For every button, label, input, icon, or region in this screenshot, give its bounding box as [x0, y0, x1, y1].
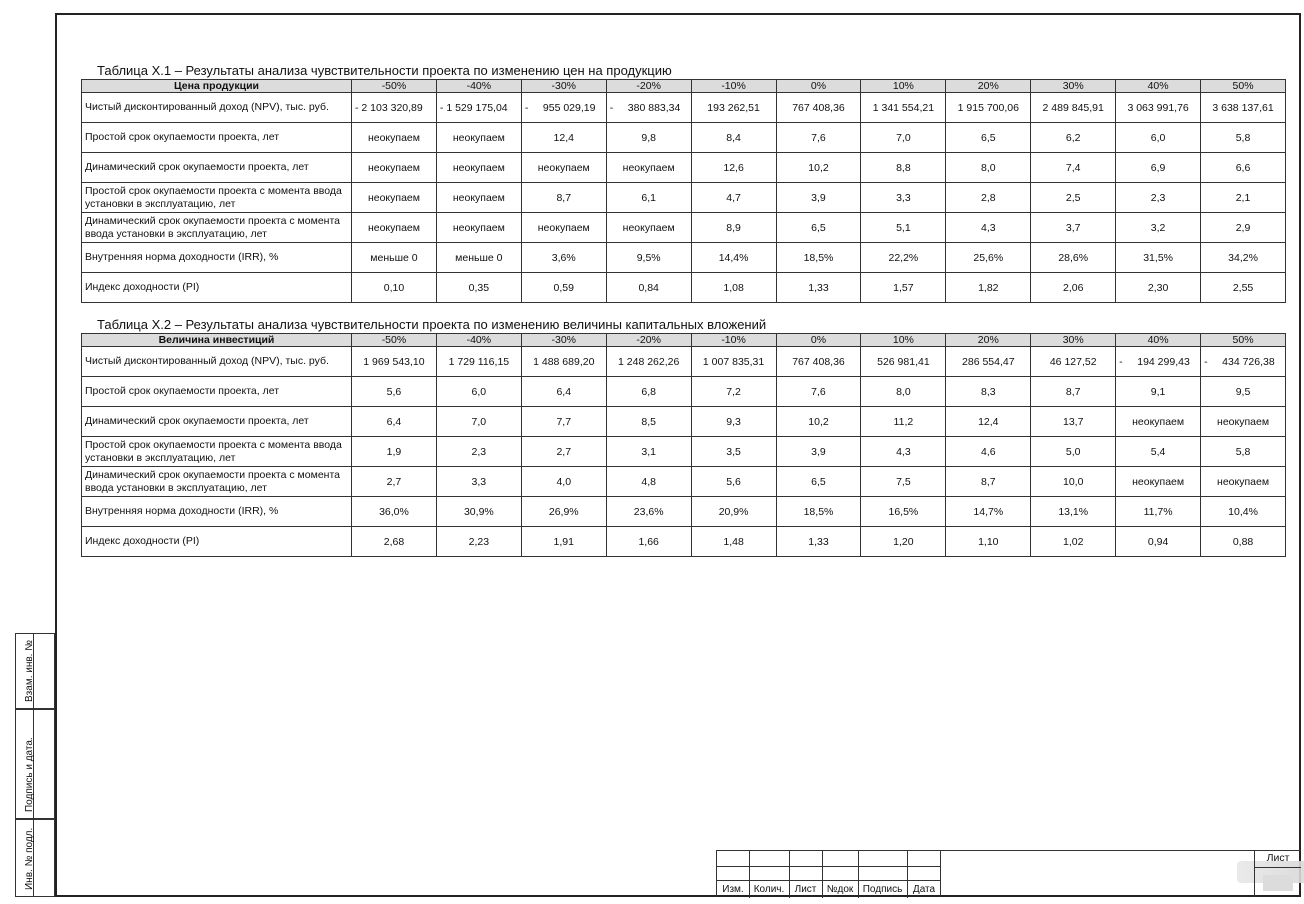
table-row — [82, 273, 1286, 303]
value-cell: - 2 103 320,89 — [352, 93, 437, 123]
value-cell: 2,3 — [436, 437, 521, 467]
value-cell: 7,0 — [436, 407, 521, 437]
title-block-revision-grid — [716, 850, 940, 897]
value-cell: 1 969 543,10 — [352, 347, 437, 377]
value-cell: 8,8 — [861, 153, 946, 183]
value-cell: 6,8 — [606, 377, 691, 407]
table-row — [82, 467, 1286, 497]
column-header-cell: -10% — [691, 80, 776, 93]
value-cell: 13,7 — [1031, 407, 1116, 437]
value-cell: 16,5% — [861, 497, 946, 527]
table-row — [82, 347, 1286, 377]
value-cell: 46 127,52 — [1031, 347, 1116, 377]
value-cell: неокупаем — [352, 153, 437, 183]
value-cell: 4,6 — [946, 437, 1031, 467]
value-cell: 6,6 — [1201, 153, 1286, 183]
table-row — [82, 123, 1286, 153]
value-cell: неокупаем — [1201, 407, 1286, 437]
table-header-row — [82, 80, 1286, 93]
value-cell: 1 007 835,31 — [691, 347, 776, 377]
column-header-cell: 40% — [1116, 80, 1201, 93]
table2-caption: Таблица X.2 – Результаты анализа чувствительности проекта по изменению величины капитальных вложений — [97, 317, 767, 332]
value-cell: 9,1 — [1116, 377, 1201, 407]
value-cell: 5,4 — [1116, 437, 1201, 467]
value-cell: 1,82 — [946, 273, 1031, 303]
column-header-cell: 10% — [861, 80, 946, 93]
value-cell: 8,3 — [946, 377, 1031, 407]
value-cell: 2,3 — [1116, 183, 1201, 213]
column-header-cell: -40% — [436, 80, 521, 93]
value-cell: - 194 299,43 — [1116, 347, 1201, 377]
value-cell: 8,7 — [1031, 377, 1116, 407]
value-cell: 2,7 — [352, 467, 437, 497]
value-cell: 0,94 — [1116, 527, 1201, 557]
value-cell: неокупаем — [436, 153, 521, 183]
row-label-cell: Динамический срок окупаемости проекта, лет — [82, 407, 352, 437]
value-cell: 0,59 — [521, 273, 606, 303]
value-cell: неокупаем — [606, 153, 691, 183]
value-cell: 12,4 — [946, 407, 1031, 437]
column-header-cell: 40% — [1116, 334, 1201, 347]
value-cell: 6,5 — [776, 213, 861, 243]
value-cell: 2,30 — [1116, 273, 1201, 303]
value-cell: 18,5% — [776, 497, 861, 527]
value-cell: неокупаем — [1201, 467, 1286, 497]
column-header-cell: -50% — [352, 80, 437, 93]
value-cell: 8,7 — [521, 183, 606, 213]
value-cell: неокупаем — [436, 213, 521, 243]
column-header-cell: -20% — [606, 334, 691, 347]
title-block-label-data: Дата — [912, 884, 936, 895]
value-cell: 6,0 — [1116, 123, 1201, 153]
value-cell: 13,1% — [1031, 497, 1116, 527]
value-cell: 5,6 — [691, 467, 776, 497]
value-cell: - 955 029,19 — [521, 93, 606, 123]
column-header-cell: 50% — [1201, 334, 1286, 347]
table-row — [82, 527, 1286, 557]
value-cell: - 380 883,34 — [606, 93, 691, 123]
value-cell: 6,5 — [946, 123, 1031, 153]
value-cell: 6,0 — [436, 377, 521, 407]
column-header-cell: -50% — [352, 334, 437, 347]
table-row — [82, 153, 1286, 183]
table-row — [82, 377, 1286, 407]
column-header-cell: 20% — [946, 334, 1031, 347]
value-cell: 5,0 — [1031, 437, 1116, 467]
value-cell: 1,33 — [776, 273, 861, 303]
value-cell: 0,35 — [436, 273, 521, 303]
value-cell: 8,0 — [946, 153, 1031, 183]
side-stamp-inv — [15, 819, 55, 897]
value-cell: 1,91 — [521, 527, 606, 557]
param-header-cell: Величина инвестиций — [82, 334, 352, 347]
value-cell: 12,4 — [521, 123, 606, 153]
value-cell: 4,7 — [691, 183, 776, 213]
value-cell: 8,4 — [691, 123, 776, 153]
value-cell: 2,68 — [352, 527, 437, 557]
column-header-cell: 0% — [776, 334, 861, 347]
value-cell: 1 488 689,20 — [521, 347, 606, 377]
column-header-cell: 20% — [946, 80, 1031, 93]
side-stamp-vzam-label: Взам. инв. № — [24, 640, 35, 702]
value-cell: 25,6% — [946, 243, 1031, 273]
table-header-row — [82, 334, 1286, 347]
value-cell: 3 063 991,76 — [1116, 93, 1201, 123]
column-header-cell: -20% — [606, 80, 691, 93]
row-label-cell: Простой срок окупаемости проекта с момента ввода установки в эксплуатацию, лет — [82, 183, 352, 213]
row-label-cell: Чистый дисконтированный доход (NPV), тыс. руб. — [82, 93, 352, 123]
value-cell: 3,3 — [436, 467, 521, 497]
value-cell: 3,9 — [776, 437, 861, 467]
value-cell: 5,8 — [1201, 123, 1286, 153]
value-cell: 1,48 — [691, 527, 776, 557]
value-cell: 30,9% — [436, 497, 521, 527]
value-cell: неокупаем — [1116, 407, 1201, 437]
side-stamp-podpis-label: Подпись и дата. — [24, 737, 35, 812]
value-cell: 5,6 — [352, 377, 437, 407]
value-cell: 9,5% — [606, 243, 691, 273]
table1-sensitivity-price — [81, 79, 1286, 303]
value-cell: 3,3 — [861, 183, 946, 213]
value-cell: 2,55 — [1201, 273, 1286, 303]
value-cell: 2,1 — [1201, 183, 1286, 213]
title-block-label-ndok: №док — [826, 884, 854, 895]
value-cell: 23,6% — [606, 497, 691, 527]
value-cell: 8,5 — [606, 407, 691, 437]
redacted-sheet-number — [1263, 875, 1293, 891]
value-cell: 36,0% — [352, 497, 437, 527]
value-cell: 8,0 — [861, 377, 946, 407]
value-cell: 1,20 — [861, 527, 946, 557]
value-cell: 7,6 — [776, 123, 861, 153]
value-cell: неокупаем — [352, 183, 437, 213]
value-cell: 8,7 — [946, 467, 1031, 497]
param-header-cell: Цена продукции — [82, 80, 352, 93]
row-label-cell: Динамический срок окупаемости проекта, лет — [82, 153, 352, 183]
row-label-cell: Индекс доходности (PI) — [82, 527, 352, 557]
value-cell: 1,02 — [1031, 527, 1116, 557]
value-cell: неокупаем — [352, 213, 437, 243]
value-cell: 0,88 — [1201, 527, 1286, 557]
row-label-cell: Динамический срок окупаемости проекта с момента ввода установки в эксплуатацию, лет — [82, 467, 352, 497]
value-cell: 6,5 — [776, 467, 861, 497]
value-cell: 2,8 — [946, 183, 1031, 213]
value-cell: 4,3 — [946, 213, 1031, 243]
row-label-cell: Чистый дисконтированный доход (NPV), тыс. руб. — [82, 347, 352, 377]
value-cell: 3,1 — [606, 437, 691, 467]
value-cell: 5,1 — [861, 213, 946, 243]
table-row — [82, 407, 1286, 437]
row-label-cell: Простой срок окупаемости проекта с момента ввода установки в эксплуатацию, лет — [82, 437, 352, 467]
value-cell: 3,5 — [691, 437, 776, 467]
value-cell: 1,66 — [606, 527, 691, 557]
value-cell: 2,5 — [1031, 183, 1116, 213]
value-cell: 7,7 — [521, 407, 606, 437]
value-cell: 3,7 — [1031, 213, 1116, 243]
value-cell: 1,08 — [691, 273, 776, 303]
value-cell: 1,10 — [946, 527, 1031, 557]
column-header-cell: -40% — [436, 334, 521, 347]
value-cell: 3,2 — [1116, 213, 1201, 243]
column-header-cell: 10% — [861, 334, 946, 347]
value-cell: 1 729 116,15 — [436, 347, 521, 377]
value-cell: 7,2 — [691, 377, 776, 407]
title-block-sheet-label: Лист — [1266, 852, 1290, 864]
value-cell: 34,2% — [1201, 243, 1286, 273]
value-cell: 11,2 — [861, 407, 946, 437]
value-cell: 9,8 — [606, 123, 691, 153]
value-cell: 1 341 554,21 — [861, 93, 946, 123]
value-cell: 10,2 — [776, 153, 861, 183]
value-cell: 6,1 — [606, 183, 691, 213]
value-cell: 9,3 — [691, 407, 776, 437]
value-cell: 10,4% — [1201, 497, 1286, 527]
value-cell: 7,0 — [861, 123, 946, 153]
value-cell: 1,9 — [352, 437, 437, 467]
value-cell: 6,4 — [521, 377, 606, 407]
value-cell: 14,4% — [691, 243, 776, 273]
column-header-cell: -10% — [691, 334, 776, 347]
row-label-cell: Простой срок окупаемости проекта, лет — [82, 123, 352, 153]
value-cell: 2,9 — [1201, 213, 1286, 243]
title-block — [716, 850, 1301, 897]
value-cell: 10,0 — [1031, 467, 1116, 497]
column-header-cell: -30% — [521, 334, 606, 347]
value-cell: 1 248 262,26 — [606, 347, 691, 377]
value-cell: 9,5 — [1201, 377, 1286, 407]
value-cell: 7,4 — [1031, 153, 1116, 183]
row-label-cell: Внутренняя норма доходности (IRR), % — [82, 497, 352, 527]
value-cell: 4,3 — [861, 437, 946, 467]
value-cell: 18,5% — [776, 243, 861, 273]
value-cell: 11,7% — [1116, 497, 1201, 527]
value-cell: 4,8 — [606, 467, 691, 497]
column-header-cell: -30% — [521, 80, 606, 93]
value-cell: 2,7 — [521, 437, 606, 467]
value-cell: 0,10 — [352, 273, 437, 303]
value-cell: неокупаем — [436, 183, 521, 213]
value-cell: 6,9 — [1116, 153, 1201, 183]
column-header-cell: 0% — [776, 80, 861, 93]
value-cell: 26,9% — [521, 497, 606, 527]
table2-sensitivity-capex — [81, 333, 1286, 557]
table-row — [82, 497, 1286, 527]
side-stamp-vzam — [15, 633, 55, 709]
table-row — [82, 243, 1286, 273]
value-cell: 3,6% — [521, 243, 606, 273]
row-label-cell: Внутренняя норма доходности (IRR), % — [82, 243, 352, 273]
value-cell: 767 408,36 — [776, 93, 861, 123]
value-cell: 526 981,41 — [861, 347, 946, 377]
side-stamp-podpis — [15, 709, 55, 819]
value-cell: 3 638 137,61 — [1201, 93, 1286, 123]
table-row — [82, 183, 1286, 213]
column-header-cell: 50% — [1201, 80, 1286, 93]
value-cell: 4,0 — [521, 467, 606, 497]
column-header-cell: 30% — [1031, 80, 1116, 93]
title-block-label-izm: Изм. — [722, 884, 744, 895]
title-block-document-name — [940, 850, 1254, 897]
title-block-sheet — [1254, 850, 1301, 897]
value-cell: 12,6 — [691, 153, 776, 183]
value-cell: 28,6% — [1031, 243, 1116, 273]
value-cell: неокупаем — [436, 123, 521, 153]
value-cell: меньше 0 — [352, 243, 437, 273]
value-cell: 22,2% — [861, 243, 946, 273]
row-label-cell: Динамический срок окупаемости проекта с момента ввода установки в эксплуатацию, лет — [82, 213, 352, 243]
value-cell: 10,2 — [776, 407, 861, 437]
value-cell: 286 554,47 — [946, 347, 1031, 377]
value-cell: меньше 0 — [436, 243, 521, 273]
value-cell: 8,9 — [691, 213, 776, 243]
value-cell: 0,84 — [606, 273, 691, 303]
value-cell: 2,06 — [1031, 273, 1116, 303]
value-cell: неокупаем — [1116, 467, 1201, 497]
table1-caption: Таблица X.1 – Результаты анализа чувствительности проекта по изменению цен на продукцию — [97, 63, 672, 78]
row-label-cell: Простой срок окупаемости проекта, лет — [82, 377, 352, 407]
value-cell: 6,4 — [352, 407, 437, 437]
value-cell: 3,9 — [776, 183, 861, 213]
value-cell: 2 489 845,91 — [1031, 93, 1116, 123]
table-row — [82, 93, 1286, 123]
value-cell: 7,5 — [861, 467, 946, 497]
value-cell: неокупаем — [521, 213, 606, 243]
title-block-label-podpis: Подпись — [862, 884, 903, 895]
value-cell: 1 915 700,06 — [946, 93, 1031, 123]
value-cell: неокупаем — [521, 153, 606, 183]
value-cell: 2,23 — [436, 527, 521, 557]
value-cell: неокупаем — [606, 213, 691, 243]
table-row — [82, 437, 1286, 467]
value-cell: - 1 529 175,04 — [436, 93, 521, 123]
side-stamp-inv-label: Инв. № подл. — [24, 827, 35, 890]
value-cell: 31,5% — [1116, 243, 1201, 273]
row-label-cell: Индекс доходности (PI) — [82, 273, 352, 303]
value-cell: 767 408,36 — [776, 347, 861, 377]
value-cell: 7,6 — [776, 377, 861, 407]
title-block-label-kolich: Колич. — [753, 884, 785, 895]
title-block-label-list: Лист — [794, 884, 817, 895]
value-cell: 6,2 — [1031, 123, 1116, 153]
value-cell: 1,57 — [861, 273, 946, 303]
value-cell: 5,8 — [1201, 437, 1286, 467]
value-cell: 14,7% — [946, 497, 1031, 527]
value-cell: 20,9% — [691, 497, 776, 527]
value-cell: неокупаем — [352, 123, 437, 153]
value-cell: 193 262,51 — [691, 93, 776, 123]
value-cell: - 434 726,38 — [1201, 347, 1286, 377]
value-cell: 1,33 — [776, 527, 861, 557]
column-header-cell: 30% — [1031, 334, 1116, 347]
table-row — [82, 213, 1286, 243]
